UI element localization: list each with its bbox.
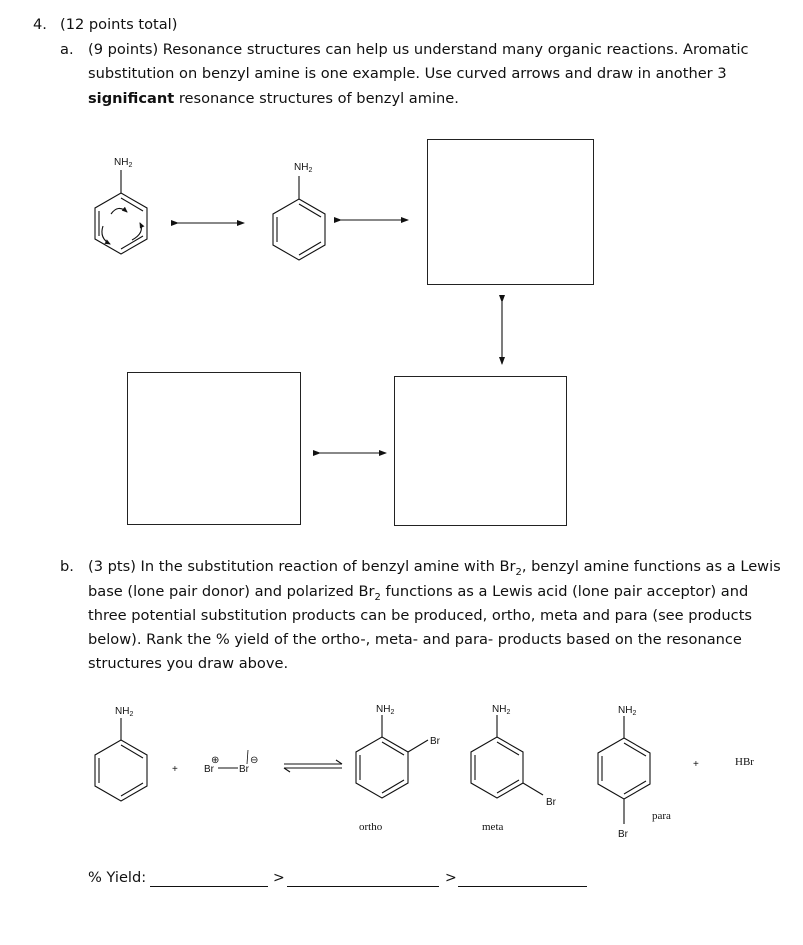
part-a-line-1: (9 points) Resonance structures can help us understand many organic reactions. Aromatic	[88, 41, 749, 58]
plus-sign: +	[172, 764, 178, 775]
greater-than-1: >	[273, 870, 285, 886]
part-a-label: a.	[60, 41, 74, 58]
para-product	[598, 716, 650, 824]
yield-blank-3[interactable]	[458, 886, 587, 887]
ortho-br-label: Br	[430, 736, 440, 747]
part-b-line-2-pre: base (lone pair donor) and polarized Br	[88, 583, 375, 600]
c-br-bond	[523, 783, 543, 795]
br-right-label: Br	[239, 764, 249, 775]
reactant-benzylamine	[95, 718, 147, 801]
benzene-ring	[273, 199, 325, 260]
br2-subscript: 2	[515, 566, 522, 578]
plus-sign-2: +	[693, 759, 699, 770]
negative-charge: ⊖	[250, 755, 259, 766]
ortho-product	[356, 715, 428, 798]
para-br-label: Br	[618, 829, 628, 840]
para-label: para	[652, 810, 671, 822]
curved-arrow	[102, 226, 110, 244]
part-a-line-2: substitution on benzyl amine is one example. Use curved arrows and draw in another 3	[88, 65, 727, 82]
meta-nh2-label: $NH_2$	[492, 704, 511, 716]
meta-label: meta	[482, 821, 504, 833]
part-b-line-4: below). Rank the % yield of the ortho-, meta- and para- products based on the resonance	[88, 631, 742, 648]
reactant-nh2-label: $NH_2$	[115, 706, 134, 718]
para-nh2-label: $NH_2$	[618, 705, 637, 717]
curved-arrow	[111, 208, 127, 214]
question-number: 4.	[33, 16, 47, 33]
c-br-bond	[408, 740, 428, 752]
part-b-label: b.	[60, 558, 74, 575]
significant-emphasis: significant	[88, 90, 175, 107]
meta-product	[471, 715, 543, 798]
benzene-ring	[471, 737, 523, 798]
benzylamine-structure-2	[273, 176, 325, 260]
part-b-line-1-post: , benzyl amine functions as a Lewis	[521, 558, 781, 575]
equilibrium-arrows	[284, 760, 342, 772]
br2-subscript: 2	[374, 591, 381, 603]
part-b-line-2-post: functions as a Lewis acid (lone pair acceptor) and	[380, 583, 749, 600]
hbr-label: HBr	[735, 756, 754, 768]
nh2-label-2: $NH_2$	[294, 162, 313, 174]
part-b-line-1-pre: (3 pts) In the substitution reaction of benzyl amine with Br	[88, 558, 516, 575]
benzene-ring	[356, 737, 408, 798]
yield-blank-1[interactable]	[150, 886, 268, 887]
part-a-line-3-rest: resonance structures of benzyl amine.	[174, 90, 459, 107]
part-b-line-3: three potential substitution products can be produced, ortho, meta and para (see products	[88, 607, 753, 624]
meta-br-label: Br	[546, 797, 556, 808]
benzene-ring	[95, 193, 147, 254]
benzene-ring	[598, 738, 650, 799]
yield-label: % Yield:	[88, 869, 147, 886]
polarization-mark	[247, 750, 248, 764]
benzene-ring	[95, 740, 147, 801]
question-points: (12 points total)	[60, 16, 178, 33]
ortho-nh2-label: $NH_2$	[376, 704, 395, 716]
yield-blank-2[interactable]	[287, 886, 439, 887]
br-left-label: Br	[204, 764, 214, 775]
nh2-label-1: $NH_2$	[114, 157, 133, 169]
positive-charge: ⊕	[211, 755, 220, 766]
benzylamine-structure-1	[95, 170, 147, 254]
greater-than-2: >	[445, 870, 457, 886]
ortho-label: ortho	[359, 821, 383, 833]
part-b-line-5: structures you draw above.	[88, 655, 289, 672]
